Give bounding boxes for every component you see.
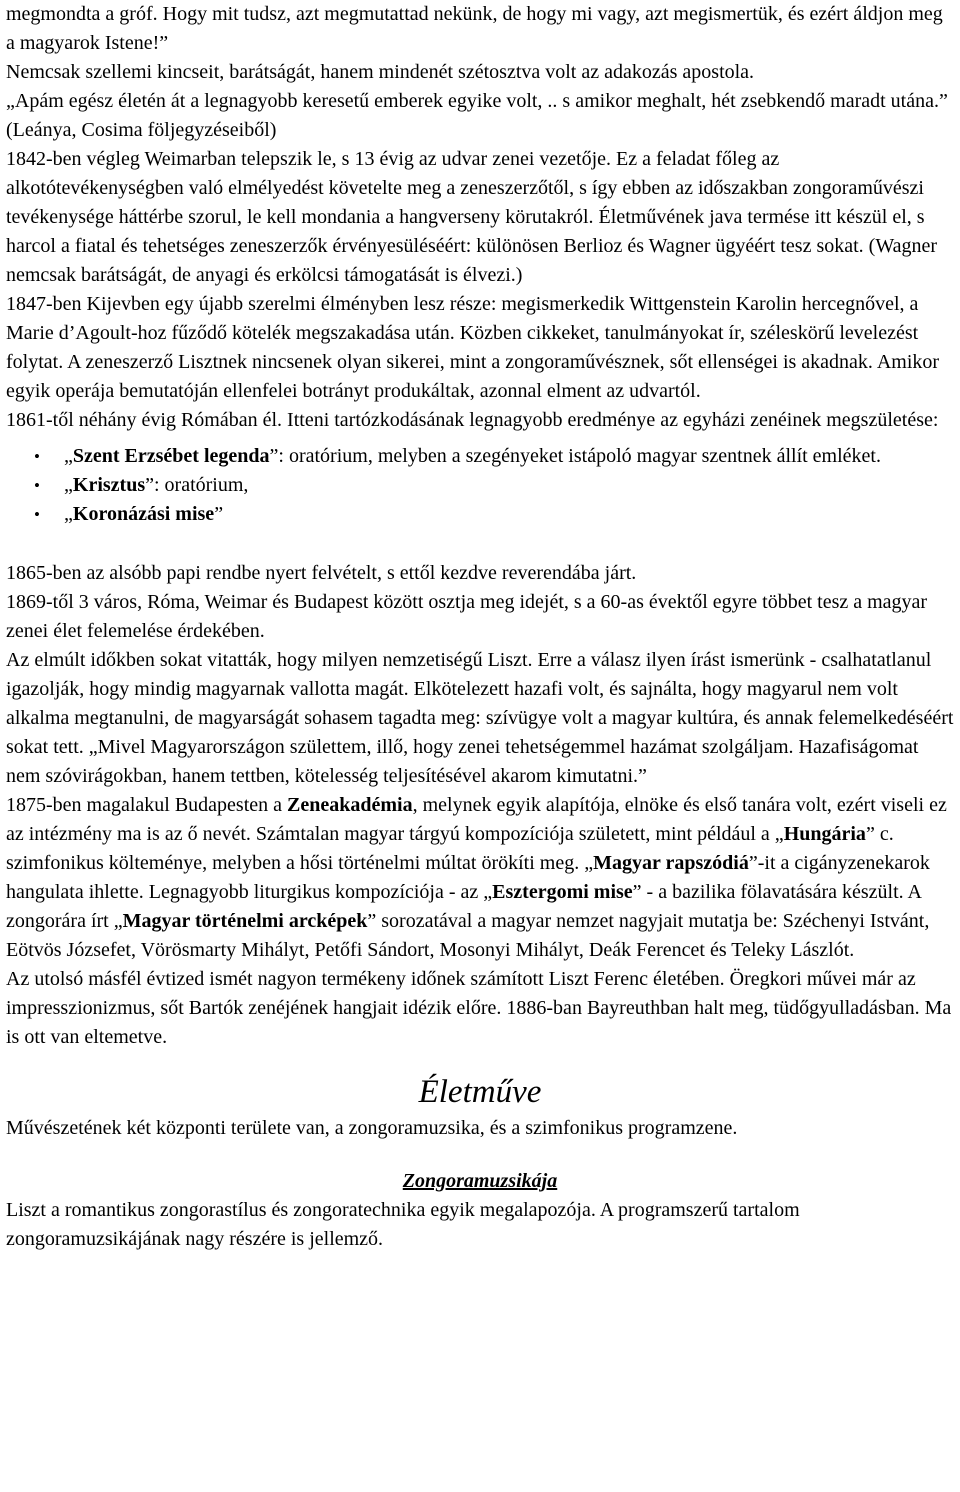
paragraph-adakozas: Nemcsak szellemi kincseit, barátságát, hanem mindenét szétosztva volt az adakozás apostola. (6, 61, 755, 83)
paragraph-utolso-evtized: Az utolsó másfél évtized ismét nagyon termékeny időnek számított Liszt Ferenc életében. Öregkori művei már az impresszionizmus, sőt Bartók zenéjének hangjait idézik előre. 1886-ban Bayreuthban halt meg, tüdőgyulladásban. Ma is ott van eltemetve. (6, 968, 952, 1048)
bold-tortenelmi-arckepek: Magyar történelmi arcképek (122, 910, 368, 932)
bold-magyar-rapszodia: Magyar rapszódiá (593, 852, 749, 874)
paragraph-nemzetiseg: Az elmúlt időkben sokat vitatták, hogy milyen nemzetiségű Liszt. Erre a válasz ilyen írást ismerünk - csalhatatlanul igazolják, hogy mindig magyarnak vallotta magát. Elkötelezett hazafi volt, és sajnálta, hogy magyarul nem volt alkalma megtanulni, de magyarságát sohasem tagadta meg: szívügye volt a magyar kultúra, és annak felemelkedéséért sokat tett. „Mivel Magyarországon születtem, illő, hogy zenei tehetségemmel hazámat szolgáljam. Hazafiságomat nem szóvirágokban, hanem tettben, kötelesség teljesítésével akarom kimutatni.” (6, 649, 954, 787)
subsection-heading-zongoramuzsika: Zongoramuzsikája (402, 1170, 558, 1192)
section-heading-eletmuve: Életműve (418, 1074, 542, 1110)
work-title: Krisztus (72, 474, 146, 496)
paragraph-zongorastilus: Liszt a romantikus zongorastílus és zongoratechnika egyik megalapozója. A programszerű tartalom zongoramuzsikájának nagy részére is jellemző. (6, 1199, 800, 1250)
oratorio-list (6, 442, 954, 529)
bullet-icon: • (34, 505, 40, 524)
paragraph-roma: 1861-től néhány évig Rómában él. Itteni tartózkodásának legnagyobb eredménye az egyházi zenéinek megszületése: (6, 409, 939, 431)
paragraph-weimar: 1842-ben végleg Weimarban telepszik le, s 13 évig az udvar zenei vezetője. Ez a feladat főleg az alkotótevékenységben való elmélyedést követelte meg a zeneszerzőtől, s így ebben az időszakban zongoraművészi tevékenysége háttérbe szorul, le kell mondania a hangverseny körutakról. Életművének java termése itt készül el, s harcol a fiatal és tehetséges zeneszerzők érvényesüléséért: különösen Berlioz és Wagner ügyéért tesz sokat. (Wagner nemcsak barátságát, de anyagi és erkölcsi támogatását is élvezi.) (6, 148, 938, 286)
paragraph-kijev: 1847-ben Kijevben egy újabb szerelmi élményben lesz része: megismerkedik Wittgenstein Karolin hercegnővel, a Marie d’Agoult-hoz fűződő kötelék megszakadása után. Közben cikkeket, tanulmányokat ír, széleskörű levelezést folytat. A zeneszerző Lisztnek nincsenek olyan sikerei, mint a zongoraművésznek, sőt ellenségei is akadnak. Amikor egyik operája bemutatóján ellenfelei botrányt produkáltak, azonnal elment az udvartól. (6, 293, 940, 402)
bullet-icon: • (34, 447, 40, 466)
paragraph-muveszet: Művészetének két központi területe van, a zongoramuzsika, és a szimfonikus programzene. (6, 1117, 738, 1139)
paragraph-cosima-quote: „Apám egész életén át a legnagyobb keresetű emberek egyike volt, .. s amikor meghalt, hét zsebkendő maradt utána.” (Leánya, Cosima följegyzéseiből) (6, 90, 948, 141)
bold-hungaria: Hungária (783, 823, 866, 845)
list-item: • „Krisztus”: oratórium, (6, 471, 954, 500)
paragraph-grof-quote: megmondta a gróf. Hogy mit tudsz, azt megmutattad nekünk, de hogy mi vagy, azt megismertük, és ezért áldjon meg a magyarok Istene!” (6, 3, 943, 54)
paragraph-1865: 1865-ben az alsóbb papi rendbe nyert felvételt, s ettől kezdve reverendába járt. (6, 562, 637, 584)
bold-esztergomi-mise: Esztergomi mise (492, 881, 633, 903)
paragraph-1869: 1869-től 3 város, Róma, Weimar és Budapest között osztja meg idejét, s a 60-as évektől egyre többet tesz a magyar zenei élet felemelése érdekében. (6, 591, 928, 642)
bold-zeneakademia: Zeneakadémia (287, 794, 413, 816)
bullet-icon: • (34, 476, 40, 495)
list-item: • „Koronázási mise” (6, 500, 954, 529)
work-title: Koronázási mise (72, 503, 215, 525)
work-title: Szent Erzsébet legenda (72, 445, 270, 467)
paragraph-zeneakademia: 1875-ben magalakul Budapesten a Zeneakadémia, melynek egyik alapítója, elnöke és első tanára volt, ezért viseli ez az intézmény ma is az ő nevét. Számtalan magyar tárgyú kompozíciója született, mint például a „Hungária” c. szimfonikus költeménye, melyben a hősi történelmi múltat örökíti meg. „Magyar rapszódiá”-it a cigányzenekarok hangulata ihlette. Legnagyobb liturgikus kompozíciója - az „Esztergomi mise” - a bazilika fölavatására készült. A zongorára írt „Magyar történelmi arcképek” sorozatával a magyar nemzet nagyjait mutatja be: Széchenyi Istvánt, Eötvös Józsefet, Vörösmarty Mihályt, Petőfi Sándort, Mosonyi Mihályt, Deák Ferencet és Teleky Lászlót. (6, 794, 947, 961)
list-item: • „Szent Erzsébet legenda”: oratórium, melyben a szegényeket istápoló magyar szentnek állít emléket. (6, 442, 954, 471)
